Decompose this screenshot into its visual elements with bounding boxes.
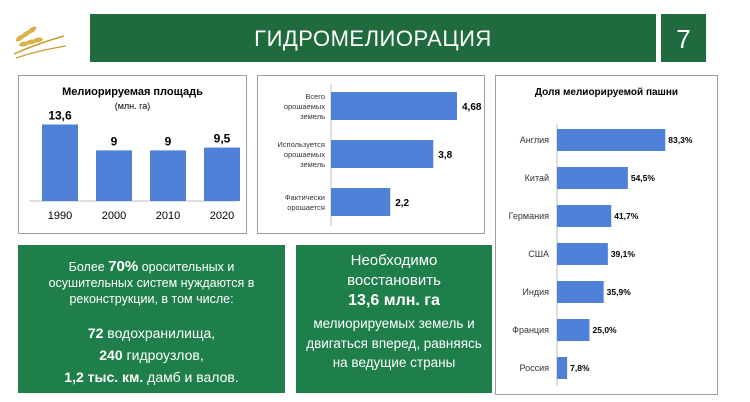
bar	[557, 281, 604, 303]
item-number: 72	[87, 325, 104, 341]
text-post: оросительных и осушительных систем нуждаются в реконструкции, в том числе:	[48, 260, 255, 306]
tick-label: 2020	[209, 210, 235, 222]
reconstruction-box	[18, 245, 285, 393]
data-label: 9	[164, 134, 172, 149]
bar	[557, 129, 665, 151]
list-item	[24, 344, 279, 366]
data-label: 4,68	[462, 102, 482, 113]
bar	[331, 92, 457, 120]
bar	[331, 140, 433, 168]
bar	[96, 150, 132, 201]
restore-text	[302, 251, 486, 373]
tick-label: орошается	[287, 203, 325, 212]
data-label: 35,9%	[606, 287, 631, 297]
bar	[204, 148, 240, 201]
chart-subtitle: (млн. га)	[114, 101, 151, 111]
header-banner	[90, 14, 656, 62]
restore-box	[296, 245, 492, 393]
chart-irrigated-lands	[258, 76, 484, 233]
bar	[42, 125, 78, 202]
chart-share-arable	[496, 76, 717, 394]
tick-label: Россия	[519, 363, 549, 373]
page-title: ГИДРОМЕЛИОРАЦИЯ	[254, 26, 492, 51]
tick-label: США	[528, 249, 549, 259]
item-text: гидроузлов,	[122, 347, 204, 363]
tick-label: 1990	[47, 210, 73, 222]
data-label: 83,3%	[668, 135, 693, 145]
chart-share-panel	[495, 75, 718, 395]
data-label: 39,1%	[610, 249, 635, 259]
tick-label: орошаемых	[283, 102, 325, 111]
item-number: 1,2 тыс. км.	[64, 369, 144, 385]
tick-label: Индия	[522, 287, 549, 297]
tick-label: Франция	[512, 325, 549, 335]
chart-title-text: Доля мелиорируемой пашни	[534, 87, 679, 98]
data-label: 25,0%	[592, 325, 617, 335]
text-percent: 70%	[108, 258, 139, 275]
data-label: 2,2	[395, 198, 410, 209]
tick-label: Используется	[277, 140, 325, 149]
data-label: 9,5	[213, 131, 231, 146]
bar	[557, 243, 608, 265]
text-pre: Более	[68, 260, 109, 274]
item-text: дамб и валов.	[143, 369, 239, 385]
restore-line: Необходимо	[350, 252, 438, 269]
bar	[557, 319, 590, 341]
bar	[557, 167, 628, 189]
wheat-logo	[6, 18, 68, 66]
bar	[331, 188, 390, 216]
tick-label: земель	[300, 112, 325, 121]
chart-title: Мелиорируемая площадь	[62, 86, 203, 98]
chart-irrigated-area	[19, 76, 246, 233]
bar	[150, 150, 186, 201]
restore-amount: 13,6 млн. га	[348, 292, 440, 309]
page-number: 7	[661, 14, 706, 62]
data-label: 3,8	[438, 150, 453, 161]
data-label: 9	[110, 134, 118, 149]
chart-irrigated-area-panel	[18, 75, 247, 234]
reconstruction-text	[26, 259, 277, 307]
tick-label: Англия	[519, 135, 549, 145]
item-text: водохранилища,	[103, 325, 216, 341]
restore-line: восстановить	[347, 271, 441, 289]
item-number: 240	[99, 347, 123, 363]
tick-label: Китай	[524, 173, 549, 183]
data-label: 7,8%	[570, 363, 590, 373]
tick-label: Всего	[305, 92, 325, 101]
data-label: 41,7%	[614, 211, 639, 221]
tick-label: 2010	[155, 210, 181, 222]
chart-irrigated-lands-panel	[257, 75, 485, 234]
data-label: 54,5%	[630, 173, 655, 183]
data-label: 13,6	[48, 108, 72, 123]
reconstruction-list	[24, 322, 279, 388]
tick-label: 2000	[101, 210, 127, 222]
bar	[557, 205, 611, 227]
bar	[557, 357, 567, 379]
tick-label: Фактически	[284, 193, 325, 202]
tick-label: земель	[300, 160, 325, 169]
tick-label: орошаемых	[283, 150, 325, 159]
list-item	[24, 366, 279, 388]
list-item	[24, 322, 279, 344]
restore-rest: мелиорируемых земель и двигаться вперед, равняясь на ведущие страны	[306, 316, 482, 370]
tick-label: Германия	[508, 211, 549, 221]
